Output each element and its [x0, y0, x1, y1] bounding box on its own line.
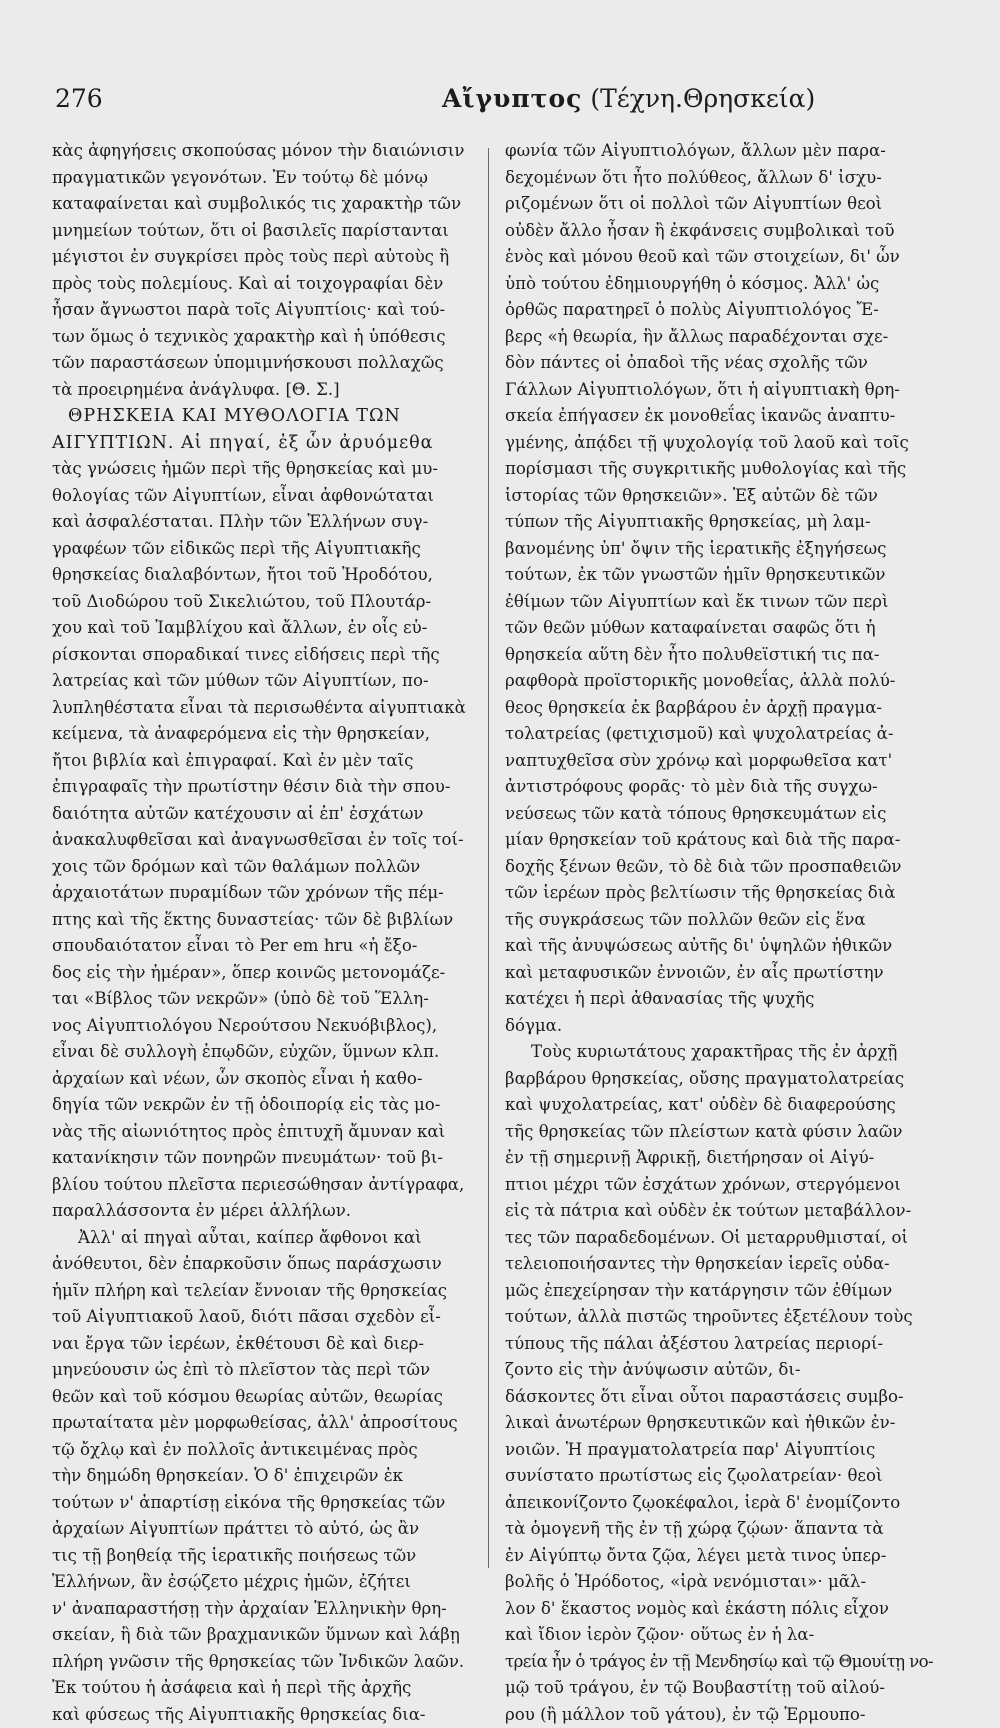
text-line: σπουδαιότατον εἶναι τὸ Per em hru «ἡ ἔξο- — [52, 933, 474, 960]
text-line: πορίσμασι τῆς συγκριτικῆς μυθολογίας καὶ τῆς — [505, 456, 933, 483]
running-title-main: Αἴγυπτος — [442, 84, 582, 113]
text-line: Τοὺς κυριωτάτους χαρακτῆρας τῆς ἐν ἀρχῇ — [505, 1039, 933, 1066]
text-line: εἶναι δὲ συλλογὴ ἐπῳδῶν, εὐχῶν, ὕμνων κλπ. — [52, 1039, 474, 1066]
text-line: ἀρχαιοτάτων πυραμίδων τῶν χρόνων τῆς πέμ- — [52, 880, 474, 907]
text-line: των ὅμως ὁ τεχνικὸς χαρακτὴρ καὶ ἡ ὑπόθεσις — [52, 324, 474, 351]
text-line: ΑΙΓΥΠΤΙΩΝ. Αἱ πηγαί, ἐξ ὧν ἀρυόμεθα — [52, 430, 474, 457]
text-line: θρησκείας διαλαβόντων, ἤτοι τοῦ Ἡροδότου, — [52, 562, 474, 589]
text-line: ἤτοι βιβλία καὶ ἐπιγραφαί. Καὶ ἐν μὲν ταῖς — [52, 748, 474, 775]
text-line: ΘΡΗΣΚΕΙΑ ΚΑΙ ΜΥΘΟΛΟΓΙΑ ΤΩΝ — [52, 403, 474, 430]
text-line: τες τῶν παραδεδομένων. Οἱ μεταρρυθμισταί, οἱ — [505, 1225, 933, 1252]
text-line: τις τῇ βοηθείᾳ τῆς ἱερατικῆς ποιήσεως τῶν — [52, 1543, 474, 1570]
text-line: τύπων τῆς Αἰγυπτιακῆς θρησκείας, μὴ λαμ- — [505, 509, 933, 536]
text-line: καὶ ψυχολατρείας, κατ' οὐδὲν δὲ διαφερούσης — [505, 1092, 933, 1119]
text-line: ν' ἀναπαραστήσῃ τὴν ἀρχαίαν Ἑλληνικὴν θρη- — [52, 1596, 474, 1623]
text-line: τῆς συγκράσεως τῶν πολλῶν θεῶν εἰς ἕνα — [505, 907, 933, 934]
text-line: νεύσεως τῶν κατὰ τόπους θρησκευμάτων εἰς — [505, 801, 933, 828]
text-line: τῶν θεῶν μύθων καταφαίνεται σαφῶς ὅτι ἡ — [505, 615, 933, 642]
text-line: λατρείας καὶ τῶν μύθων τῶν Αἰγυπτίων, πο- — [52, 668, 474, 695]
text-line: ριζομένων ὅτι οἱ πολλοὶ τῶν Αἰγυπτίων θεοὶ — [505, 191, 933, 218]
text-line: τύπους τῆς πάλαι ἀξέστου λατρείας περιορί- — [505, 1331, 933, 1358]
running-title — [442, 84, 815, 113]
page-number: 276 — [55, 84, 103, 113]
text-line: ἦσαν ἄγνωστοι παρὰ τοῖς Αἰγυπτίοις· καὶ τού- — [52, 297, 474, 324]
text-line: ἀρχαίων Αἰγυπτίων πράττει τὸ αὐτό, ὡς ἂν — [52, 1516, 474, 1543]
text-line: κὰς ἀφηγήσεις σκοπούσας μόνον τὴν διαιώνισιν — [52, 138, 474, 165]
text-line: Γάλλων Αἰγυπτιολόγων, ὅτι ἡ αἰγυπτιακὴ θρη- — [505, 377, 933, 404]
text-line: δοχῆς ξένων θεῶν, τὸ δὲ διὰ τῶν προσπαθειῶν — [505, 854, 933, 881]
text-line: δὸν πάντες οἱ ὀπαδοὶ τῆς νέας σχολῆς τῶν — [505, 350, 933, 377]
text-line: θολογίας τῶν Αἰγυπτίων, εἶναι ἀφθονώταται — [52, 483, 474, 510]
text-line: βαρβάρου θρησκείας, οὔσης πραγματολατρείας — [505, 1066, 933, 1093]
text-line: τρεία ἦν ὁ τράγος ἐν τῇ Μενδησίῳ καὶ τῷ Θμουίτῃ νο- — [505, 1649, 933, 1676]
text-line: ἐθίμων τῶν Αἰγυπτίων καὶ ἔκ τινων τῶν περὶ — [505, 589, 933, 616]
text-line: καταφαίνεται καὶ συμβολικός τις χαρακτὴρ τῶν — [52, 191, 474, 218]
text-line: ἀπεικονίζοντο ζῳοκέφαλοι, ἱερὰ δ' ἐνομίζοντο — [505, 1490, 933, 1517]
text-line: λικαὶ ἀνωτέρων θρησκευτικῶν καὶ ἠθικῶν ἐν- — [505, 1410, 933, 1437]
text-line: καὶ τῆς ἀνυψώσεως αὐτῆς δι' ὑψηλῶν ἠθικῶν — [505, 933, 933, 960]
text-line: τελειοποιήσαντες τὴν θρησκείαν ἱερεῖς οὐδα- — [505, 1251, 933, 1278]
text-line: πτιοι μέχρι τῶν ἐσχάτων χρόνων, στεργόμενοι — [505, 1172, 933, 1199]
text-line: τοῦ Αἰγυπτιακοῦ λαοῦ, διότι πᾶσαι σχεδὸν εἶ- — [52, 1304, 474, 1331]
text-line: τὰ προειρημένα ἀνάγλυφα. [Θ. Σ.] — [52, 377, 474, 404]
text-line: ἑνὸς καὶ μόνου θεοῦ καὶ τῶν στοιχείων, δι' ὧν — [505, 244, 933, 271]
text-line: τὰ ὁμογενῆ τῆς ἐν τῇ χώρᾳ ζῴων· ἅπαντα τὰ — [505, 1516, 933, 1543]
text-line: ται «Βίβλος τῶν νεκρῶν» (ὑπὸ δὲ τοῦ Ἕλλη- — [52, 986, 474, 1013]
text-line: πλήρη γνῶσιν τῆς θρησκείας τῶν Ἰνδικῶν λαῶν. — [52, 1649, 474, 1676]
text-line: ναι ἔργα τῶν ἱερέων, ἐκθέτουσι δὲ καὶ διερ- — [52, 1331, 474, 1358]
text-line: θεῶν καὶ τοῦ κόσμου θεωρίας αὐτῶν, θεωρίας — [52, 1384, 474, 1411]
text-line: ἐν τῇ σημερινῇ Ἀφρικῇ, διετήρησαν οἱ Αἰγύ- — [505, 1145, 933, 1172]
text-line: καὶ φύσεως τῆς Αἰγυπτιακῆς θρησκείας δια- — [52, 1702, 474, 1728]
text-line: τολατρείας (φετιχισμοῦ) καὶ ψυχολατρείας ἀ- — [505, 721, 933, 748]
text-line: σκεία ἐπήγασεν ἐκ μονοθεΐας ἱκανῶς ἀναπτυ- — [505, 403, 933, 430]
text-line: κατέχει ἡ περὶ ἀθανασίας τῆς ψυχῆς — [505, 986, 933, 1013]
text-line: ὑπὸ τούτου ἐδημιουργήθη ὁ κόσμος. Ἀλλ' ὡς — [505, 271, 933, 298]
right-text-column — [505, 138, 933, 1598]
text-line: τούτων, ἀλλὰ πιστῶς τηροῦντες ἐξετέλουν τοὺς — [505, 1304, 933, 1331]
text-line: Ἑλλήνων, ἂν ἐσῴζετο μέχρις ἡμῶν, ἐζήτει — [52, 1569, 474, 1596]
text-line: καὶ μεταφυσικῶν ἐννοιῶν, ἐν αἷς πρωτίστην — [505, 960, 933, 987]
text-line: μηνεύουσιν ὡς ἐπὶ τὸ πλεῖστον τὰς περὶ τῶν — [52, 1357, 474, 1384]
text-line: ρίσκονται σποραδικαί τινες εἰδήσεις περὶ τῆς — [52, 642, 474, 669]
text-line: βερς «ἡ θεωρία, ἣν ἄλλως παραδέχονται σχε- — [505, 324, 933, 351]
text-line: μνημείων τούτων, ὅτι οἱ βασιλεῖς παρίστανται — [52, 218, 474, 245]
text-line: γμένης, ἀπᾴδει τῇ ψυχολογίᾳ τοῦ λαοῦ καὶ τοῖς — [505, 430, 933, 457]
text-line: δηγία τῶν νεκρῶν ἐν τῇ ὁδοιπορίᾳ εἰς τὰς μο- — [52, 1092, 474, 1119]
text-line: χου καὶ τοῦ Ἰαμβλίχου καὶ ἄλλων, ἐν οἷς εὑ- — [52, 615, 474, 642]
text-line: εἰς τὰ πάτρια καὶ οὐδὲν ἐκ τούτων μεταβάλλον- — [505, 1198, 933, 1225]
text-line: λυπληθέστατα εἶναι τὰ περισωθέντα αἰγυπτιακὰ — [52, 695, 474, 722]
text-line: τῶν παραστάσεων ὑπομιμνήσκουσι πολλαχῶς — [52, 350, 474, 377]
text-line: ζοντο εἰς τὴν ἀνύψωσιν αὐτῶν, δι- — [505, 1357, 933, 1384]
column-divider — [488, 148, 489, 1568]
text-line: τούτων ν' ἀπαρτίσῃ εἰκόνα τῆς θρησκείας τῶν — [52, 1490, 474, 1517]
text-line: κατανίκησιν τῶν πονηρῶν πνευμάτων· τοῦ βι- — [52, 1145, 474, 1172]
text-line: ἐν Αἰγύπτῳ ὄντα ζῷα, λέγει μετὰ τινος ὑπερ- — [505, 1543, 933, 1570]
text-line: σκείαν, ἢ διὰ τῶν βραχμανικῶν ὕμνων καὶ λάβῃ — [52, 1622, 474, 1649]
text-line: πρωταίτατα μὲν μορφωθείσας, ἀλλ' ἀπροσίτους — [52, 1410, 474, 1437]
text-line: καὶ ἴδιον ἱερὸν ζῷον· οὕτως ἐν ἡ λα- — [505, 1622, 933, 1649]
text-line: νος Αἰγυπτιολόγου Νερούτσου Νεκυόβιβλος), — [52, 1013, 474, 1040]
text-line: τῆς θρησκείας τῶν πλείστων κατὰ φύσιν λαῶν — [505, 1119, 933, 1146]
text-line: δόγμα. — [505, 1013, 933, 1040]
text-line: μῶς ἐπεχείρησαν τὴν κατάργησιν τῶν ἐθίμων — [505, 1278, 933, 1305]
text-line: ἡμῖν πλήρη καὶ τελείαν ἔννοιαν τῆς θρησκείας — [52, 1278, 474, 1305]
text-line: λον δ' ἕκαστος νομὸς καὶ ἑκάστη πόλις εἶχον — [505, 1596, 933, 1623]
text-line: βολῆς ὁ Ἡρόδοτος, «ἱρὰ νενόμισται»· μᾶλ- — [505, 1569, 933, 1596]
text-line: καὶ ἀσφαλέσταται. Πλὴν τῶν Ἑλλήνων συγ- — [52, 509, 474, 536]
running-title-sub: (Τέχνη.Θρησκεία) — [590, 84, 815, 113]
text-line: συνίστατο πρωτίστως εἰς ζῳολατρείαν· θεοὶ — [505, 1463, 933, 1490]
text-line: Ἐκ τούτου ἡ ἀσάφεια καὶ ἡ περὶ τῆς ἀρχῆς — [52, 1675, 474, 1702]
text-line: ἀνόθευτοι, δὲν ἐπαρκοῦσιν ὅπως παράσχωσιν — [52, 1251, 474, 1278]
text-line: ρου (ἢ μάλλον τοῦ γάτου), ἐν τῷ Ἑρμουπο- — [505, 1702, 933, 1728]
text-line: ἐπιγραφαῖς τὴν πρωτίστην θέσιν διὰ τὴν σπου- — [52, 774, 474, 801]
text-line: ἀνακαλυφθεῖσαι καὶ ἀναγνωσθεῖσαι ἐν τοῖς τοί- — [52, 827, 474, 854]
text-line: δάσκοντες ὅτι εἶναι οὗτοι παραστάσεις συμβο- — [505, 1384, 933, 1411]
text-line: ἱστορίας τῶν θρησκειῶν». Ἐξ αὐτῶν δὲ τῶν — [505, 483, 933, 510]
text-line: δαιότητα αὐτῶν κατέχουσιν αἱ ἐπ' ἐσχάτων — [52, 801, 474, 828]
text-line: τὴν δημώδη θρησκείαν. Ὁ δ' ἐπιχειρῶν ἐκ — [52, 1463, 474, 1490]
text-line: χοις τῶν δρόμων καὶ τῶν θαλάμων πολλῶν — [52, 854, 474, 881]
text-line: φωνία τῶν Αἰγυπτιολόγων, ἄλλων μὲν παρα- — [505, 138, 933, 165]
text-line: τούτων, ἐκ τῶν γνωστῶν ἡμῖν θρησκευτικῶν — [505, 562, 933, 589]
text-line: κείμενα, τὰ ἀναφερόμενα εἰς τὴν θρησκείαν, — [52, 721, 474, 748]
text-line: οὐδὲν ἄλλο ἦσαν ἢ ἐκφάνσεις συμβολικαὶ τοῦ — [505, 218, 933, 245]
text-line: παραλλάσσοντα ἐν μέρει ἀλλήλων. — [52, 1198, 474, 1225]
text-line: τὰς γνώσεις ἡμῶν περὶ τῆς θρησκείας καὶ μυ- — [52, 456, 474, 483]
text-line: μέγιστοι ἐν συγκρίσει πρὸς τοὺς περὶ αὐτοὺς ἢ — [52, 244, 474, 271]
text-line: Ἀλλ' αἱ πηγαὶ αὗται, καίπερ ἄφθονοι καὶ — [52, 1225, 474, 1252]
text-line: ραφθορὰ προϊστορικῆς μονοθεΐας, ἀλλὰ πολύ- — [505, 668, 933, 695]
text-line: τοῦ Διοδώρου τοῦ Σικελιώτου, τοῦ Πλουτάρ- — [52, 589, 474, 616]
text-line: ναπτυχθεῖσα σὺν χρόνῳ καὶ μορφωθεῖσα κατ' — [505, 748, 933, 775]
text-line: δος εἰς τὴν ἡμέραν», ὅπερ κοινῶς μετονομάζε- — [52, 960, 474, 987]
text-line: μῷ τοῦ τράγου, ἐν τῷ Βουβαστίτῃ τοῦ αἰλού- — [505, 1675, 933, 1702]
text-line: βλίου τούτου πλεῖστα περιεσώθησαν ἀντίγραφα, — [52, 1172, 474, 1199]
text-line: μίαν θρησκείαν τοῦ κράτους καὶ διὰ τῆς παρα- — [505, 827, 933, 854]
text-line: τῶν ἱερέων πρὸς βελτίωσιν τῆς θρησκείας διὰ — [505, 880, 933, 907]
text-line: γραφέων τῶν εἰδικῶς περὶ τῆς Αἰγυπτιακῆς — [52, 536, 474, 563]
text-line: ὀρθῶς παρατηρεῖ ὁ πολὺς Αἰγυπτιολόγος Ἔ- — [505, 297, 933, 324]
text-line: θεος θρησκεία ἐκ βαρβάρου ἐν ἀρχῇ πραγμα- — [505, 695, 933, 722]
text-line: πραγματικῶν γεγονότων. Ἐν τούτῳ δὲ μόνῳ — [52, 165, 474, 192]
text-line: δεχομένων ὅτι ἦτο πολύθεος, ἄλλων δ' ἰσχυ- — [505, 165, 933, 192]
text-line: πτης καὶ τῆς ἕκτης δυναστείας· τῶν δὲ βιβλίων — [52, 907, 474, 934]
left-text-column — [52, 138, 474, 1598]
text-line: νὰς τῆς αἰωνιότητος πρὸς ἐπιτυχῆ ἄμυναν καὶ — [52, 1119, 474, 1146]
text-line: τῷ ὄχλῳ καὶ ἐν πολλοῖς ἀντικειμένας πρὸς — [52, 1437, 474, 1464]
page-header — [55, 84, 955, 124]
text-line: ἀντιστρόφους φορᾶς· τὸ μὲν διὰ τῆς συγχω- — [505, 774, 933, 801]
text-line: ἀρχαίων καὶ νέων, ὧν σκοπὸς εἶναι ἡ καθο- — [52, 1066, 474, 1093]
text-line: νοιῶν. Ἡ πραγματολατρεία παρ' Αἰγυπτίοις — [505, 1437, 933, 1464]
text-line: πρὸς τοὺς πολεμίους. Καὶ αἱ τοιχογραφίαι δὲν — [52, 271, 474, 298]
text-line: θρησκεία αὕτη δὲν ἦτο πολυθεϊστική τις πα- — [505, 642, 933, 669]
text-line: βανομένης ὑπ' ὄψιν τῆς ἱερατικῆς ἐξηγήσεως — [505, 536, 933, 563]
